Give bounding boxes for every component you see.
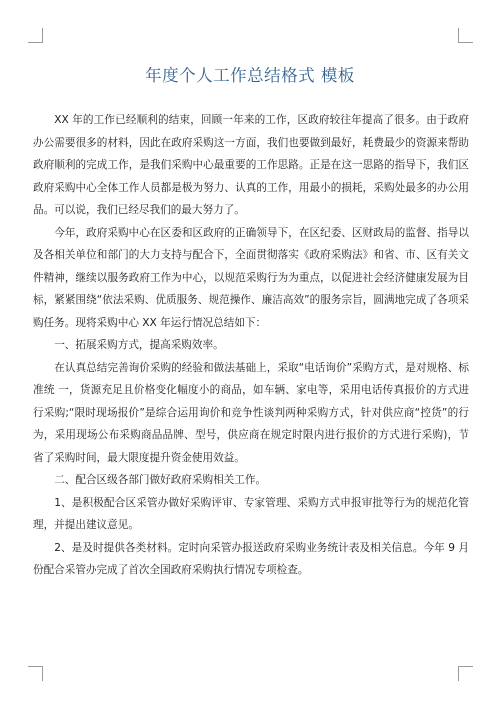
crop-mark-top-right: [458, 28, 473, 43]
section-heading-1: 一、拓展采购方式，提高采购效率。: [54, 339, 224, 351]
paragraph-item-2: 2、是及时提供各类材料。定时向采管办报送政府采购业务统计表及相关信息。今年 9 月份配合采管办完成了首次全国政府采购执行情况专项检查。: [33, 541, 469, 576]
paragraph-intro: XX 年的工作已经顺利的结束，回顾一年来的工作，区政府较往年提高了很多。由于政府办公需要很多的材料，因此在政府采购这一方面，我们也要做到最好，耗费最少的资源来帮助政府顺利的完成工作，是我们采购中心最重要的工作思路。正是在这一思路的指导下，我们区政府采购中心全体工作人员都是极为努力、认真的工作，用最小的损耗，采购处最多的办公用品。可以说，我们已经尽我们的最大努力了。: [33, 114, 469, 216]
crop-mark-top-left: [28, 28, 43, 43]
paragraph-overview: 今年，政府采购中心在区委和区政府的正确领导下，在区纪委、区财政局的监督、指导以及各相关单位和部门的大力支持与配合下，全面贯彻落实《政府采购法》和省、市、区有关文件精神，继续以服务政府工作为中心，以规范采购行为为重点，以促进社会经济健康发展为目标，紧紧围绕“依法采购、优质服务、规范操作、廉洁高效”的服务宗旨，圆满地完成了各项采购任务。现将采购中心 XX 年运行情况总结如下：: [33, 226, 469, 329]
document-title: 年度个人工作总结格式 模板: [145, 66, 355, 85]
paragraph-section-1: 在认真总结完善询价采购的经验和做法基础上，采取“电话询价”采购方式，是对规格、标准统 一，货源充足且价格变化幅度小的商品，如车辆、家电等，采用电话传真报价的方式进行采购;“限时现场报价”是综合运用询价和竞争性谈判两种采购方式，针对供应商“控货”的行为，采用现场公布采购商品品牌、型号，供应商在规定时限内进行报价的方式进行采购)，节省了采购时间，最大限度提升资金使用效益。: [33, 361, 469, 464]
document-body: [33, 109, 469, 582]
paragraph-item-1: 1、是积极配合区采管办做好采购评审、专家管理、采购方式申报审批等行为的规范化管理，并提出建议意见。: [33, 496, 469, 531]
section-heading-2: 二、配合区级各部门做好政府采购相关工作。: [54, 474, 267, 486]
crop-mark-bottom-right: [458, 666, 473, 681]
crop-mark-bottom-left: [28, 666, 43, 681]
